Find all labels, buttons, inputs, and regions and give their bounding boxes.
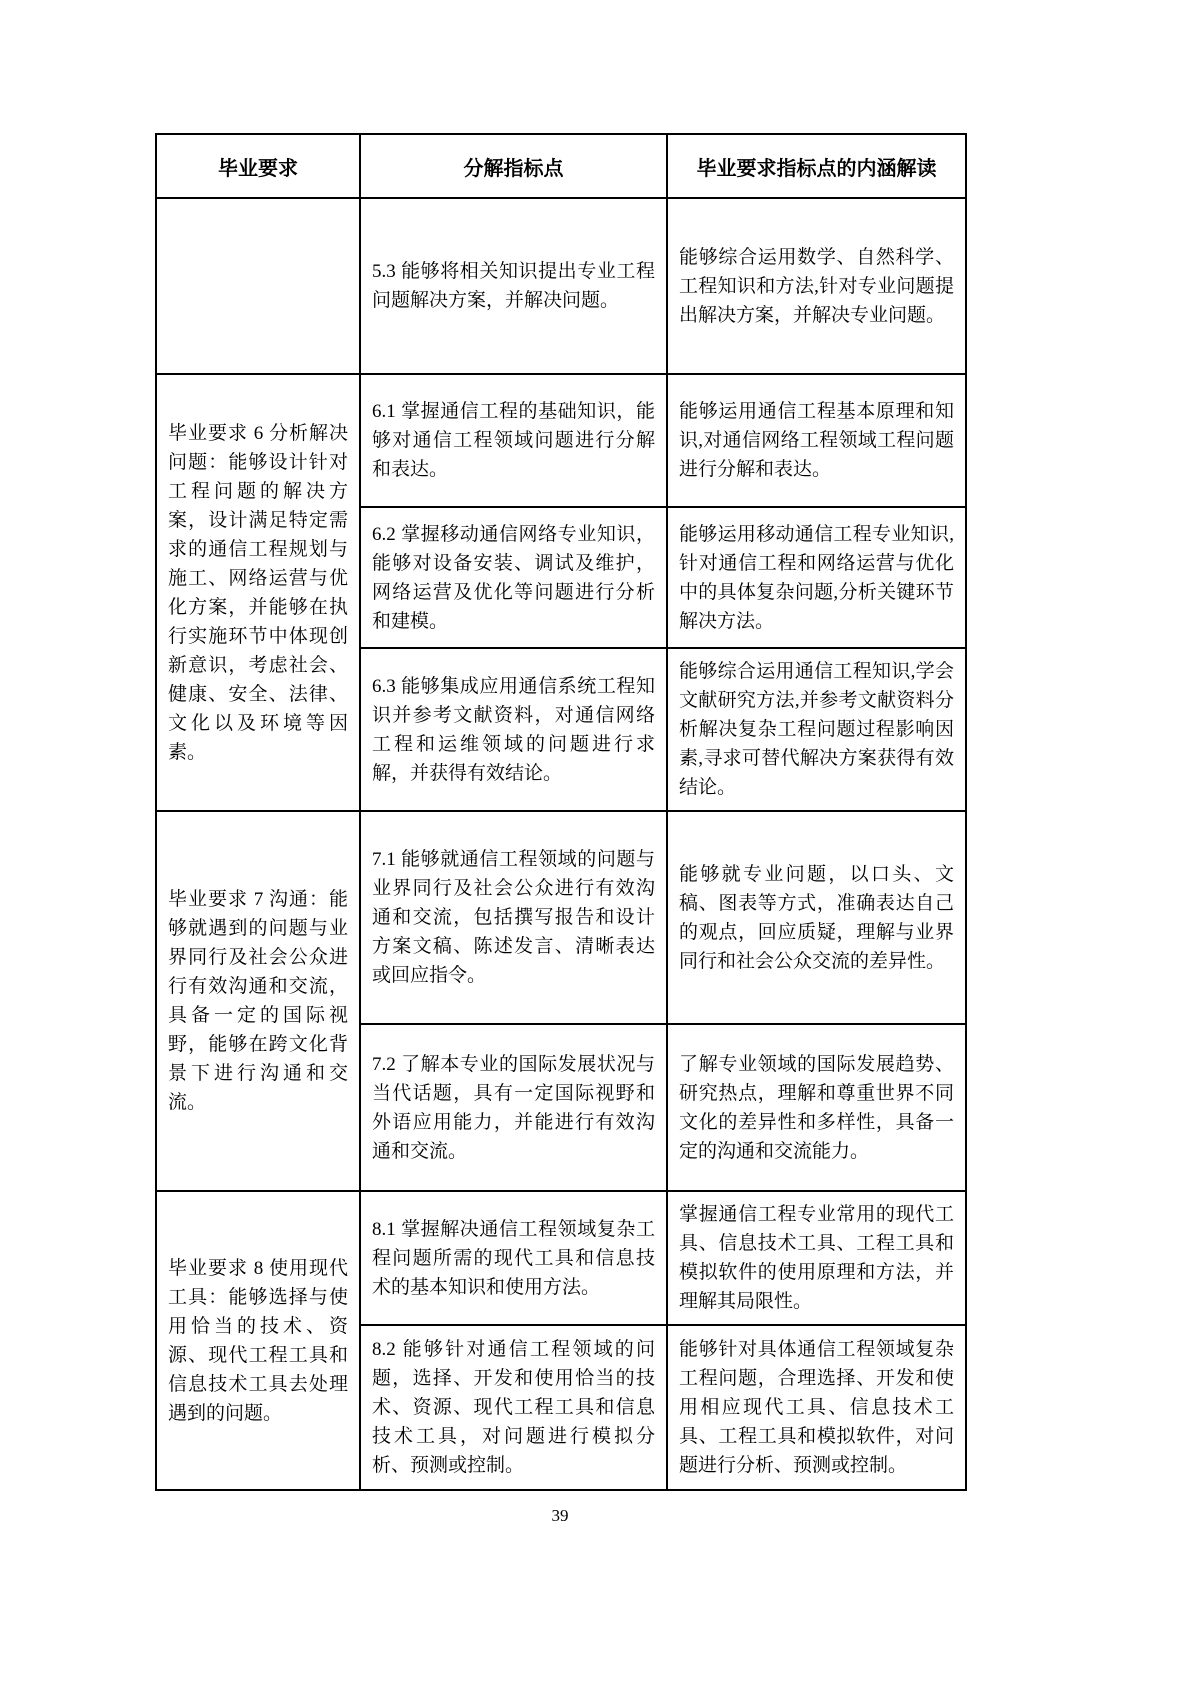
indicator-point-cell: [360, 374, 667, 507]
interpretation-cell: [667, 1024, 966, 1191]
table-row: [156, 1191, 966, 1325]
page-number: 39: [551, 1506, 569, 1525]
table-row: [156, 198, 966, 374]
table-row: [156, 374, 966, 507]
indicator-point-text: 6.2 掌握移动通信网络专业知识，能够对设备安装、调试及维护，网络运营及优化等问题进行分析和建模。: [372, 523, 655, 632]
interpretation-text: 能够运用移动通信工程专业知识,针对通信工程和网络运营与优化中的具体复杂问题,分析关键环节解决方法。: [679, 523, 954, 632]
interpretation-text: 能够就专业问题，以口头、文稿、图表等方式，准确表达自己的观点，回应质疑，理解与业界同行和社会公众交流的差异性。: [679, 863, 954, 972]
header-cell-requirement: 毕业要求: [156, 134, 360, 198]
interpretation-cell: [667, 374, 966, 507]
requirement-cell: [156, 811, 360, 1191]
interpretation-cell: [667, 198, 966, 374]
indicator-point-cell: [360, 811, 667, 1024]
table-header: [156, 134, 966, 198]
interpretation-text: 能够针对具体通信工程领域复杂工程问题，合理选择、开发和使用相应现代工具、信息技术工具、工程工具和模拟软件，对问题进行分析、预测或控制。: [679, 1339, 954, 1476]
interpretation-text: 能够综合运用数学、自然科学、工程知识和方法,针对专业问题提出解决方案，并解决专业问题。: [679, 246, 954, 326]
table-row: [156, 811, 966, 1024]
interpretation-text: 掌握通信工程专业常用的现代工具、信息技术工具、工程工具和模拟软件的使用原理和方法，并理解其局限性。: [679, 1204, 954, 1312]
interpretation-cell: [667, 1325, 966, 1490]
interpretation-text: 能够综合运用通信工程知识,学会文献研究方法,并参考文献资料分析解决复杂工程问题过程影响因素,寻求可替代解决方案获得有效结论。: [679, 661, 954, 798]
table-body: [156, 198, 966, 1490]
header-row: [156, 134, 966, 198]
interpretation-cell: [667, 507, 966, 648]
interpretation-text: 能够运用通信工程基本原理和知识,对通信网络工程领域工程问题进行分解和表达。: [679, 401, 954, 480]
requirement-text: 毕业要求 7 沟通：能够就遇到的问题与业界同行及社会公众进行有效沟通和交流，具备一定的国际视野，能够在跨文化背景下进行沟通和交流。: [168, 889, 348, 1113]
indicator-point-cell: [360, 1191, 667, 1325]
indicator-point-cell: [360, 1024, 667, 1191]
interpretation-cell: [667, 648, 966, 811]
requirement-cell: [156, 374, 360, 811]
header-cell-indicator-point: 分解指标点: [360, 134, 667, 198]
requirement-cell: [156, 1191, 360, 1490]
indicator-point-cell: [360, 507, 667, 648]
indicator-point-cell: [360, 198, 667, 374]
indicator-point-cell: [360, 1325, 667, 1490]
indicator-point-text: 6.3 能够集成应用通信系统工程知识并参考文献资料，对通信网络工程和运维领域的问题进行求解，并获得有效结论。: [372, 675, 655, 784]
requirement-cell: [156, 198, 360, 374]
interpretation-cell: [667, 811, 966, 1024]
indicator-point-text: 7.2 了解本专业的国际发展状况与当代话题，具有一定国际视野和外语应用能力，并能进行有效沟通和交流。: [372, 1053, 655, 1162]
header-cell-interpretation: 毕业要求指标点的内涵解读: [667, 134, 966, 198]
indicator-point-text: 8.2 能够针对通信工程领域的问题，选择、开发和使用恰当的技术、资源、现代工程工具和信息技术工具，对问题进行模拟分析、预测或控制。: [372, 1339, 655, 1476]
indicator-point-text: 7.1 能够就通信工程领域的问题与业界同行及社会公众进行有效沟通和交流，包括撰写报告和设计方案文稿、陈述发言、清晰表达或回应指令。: [372, 849, 655, 986]
requirement-text: 毕业要求 6 分析解决问题：能够设计针对工程问题的解决方案，设计满足特定需求的通信工程规划与施工、网络运营与优化方案，并能够在执行实施环节中体现创新意识，考虑社会、健康、安全、法律、文化以及环境等因素。: [168, 422, 348, 763]
indicator-point-text: 6.1 掌握通信工程的基础知识，能够对通信工程领域问题进行分解和表达。: [372, 401, 655, 480]
interpretation-text: 了解专业领域的国际发展趋势、研究热点，理解和尊重世界不同文化的差异性和多样性，具备一定的沟通和交流能力。: [679, 1053, 954, 1162]
indicator-point-cell: [360, 648, 667, 811]
indicator-point-text: 5.3 能够将相关知识提出专业工程问题解决方案，并解决问题。: [372, 261, 655, 311]
requirement-text: 毕业要求 8 使用现代工具：能够选择与使用恰当的技术、资源、现代工程工具和信息技术工具去处理遇到的问题。: [168, 1257, 348, 1424]
graduation-requirements-table: [155, 133, 967, 1491]
interpretation-cell: [667, 1191, 966, 1325]
indicator-point-text: 8.1 掌握解决通信工程领域复杂工程问题所需的现代工具和信息技术的基本知识和使用方法。: [372, 1218, 655, 1298]
